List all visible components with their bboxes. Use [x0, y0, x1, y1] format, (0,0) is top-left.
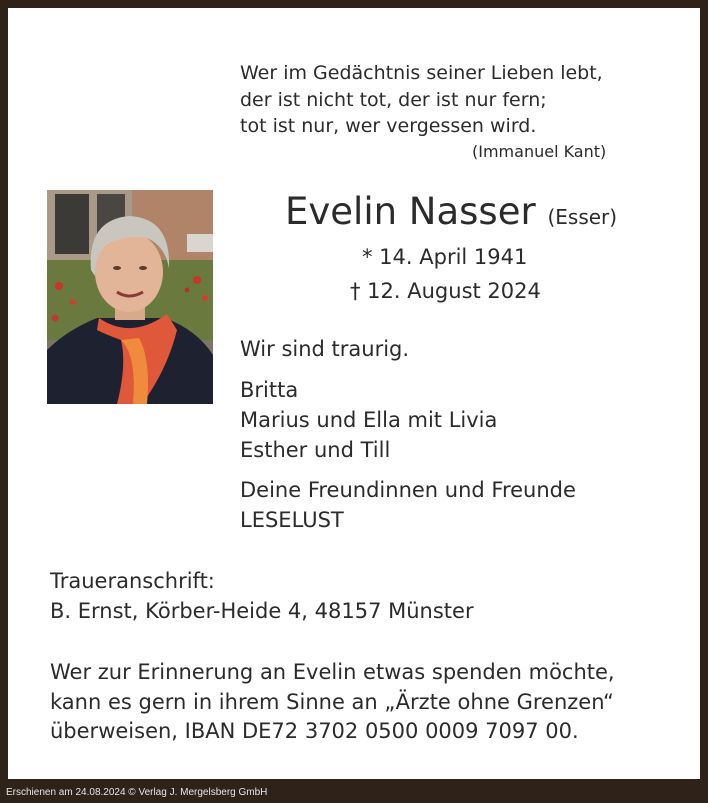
- quote-line: der ist nicht tot, der ist nur fern;: [240, 88, 547, 111]
- donation-line: kann es gern in ihrem Sinne an „Ärzte ohne Grenzen“: [50, 689, 614, 714]
- memorial-quote: [240, 60, 603, 140]
- birth-date: * 14. April 1941: [362, 245, 528, 269]
- mourning-statement: Wir sind traurig.: [240, 337, 410, 361]
- birth-name: (Esser): [547, 205, 618, 229]
- condolence-address: [50, 566, 474, 626]
- address-value: B. Ernst, Körber-Heide 4, 48157 Münster: [50, 599, 474, 623]
- obituary-card: [8, 8, 700, 779]
- publication-footer: Erschienen am 24.08.2024 © Verlag J. Mergelsberg GmbH: [6, 787, 268, 798]
- portrait-image: [47, 190, 213, 404]
- mourner-name: Deine Freundinnen und Freunde: [240, 478, 576, 502]
- quote-line: Wer im Gedächtnis seiner Lieben lebt,: [240, 62, 603, 84]
- mourner-name: Marius und Ella mit Livia: [240, 408, 498, 432]
- quote-author: (Immanuel Kant): [472, 142, 607, 161]
- deceased-name: [285, 190, 617, 233]
- mourner-name: Esther und Till: [240, 438, 391, 462]
- mourner-name: LESELUST: [240, 508, 344, 532]
- friends-list: [240, 475, 576, 535]
- donation-line: überweisen, IBAN DE72 3702 0500 0009 7097 00.: [50, 719, 579, 743]
- family-list: [240, 375, 497, 465]
- full-name: Evelin Nasser: [285, 190, 536, 233]
- mourner-name: Britta: [240, 378, 299, 402]
- death-date: † 12. August 2024: [350, 279, 541, 303]
- donation-line: Wer zur Erinnerung an Evelin etwas spenden möchte,: [50, 660, 615, 684]
- address-label: Traueranschrift:: [50, 569, 215, 593]
- donation-note: [50, 658, 615, 747]
- portrait-photo: [47, 190, 213, 404]
- quote-line: tot ist nur, wer vergessen wird.: [240, 115, 537, 137]
